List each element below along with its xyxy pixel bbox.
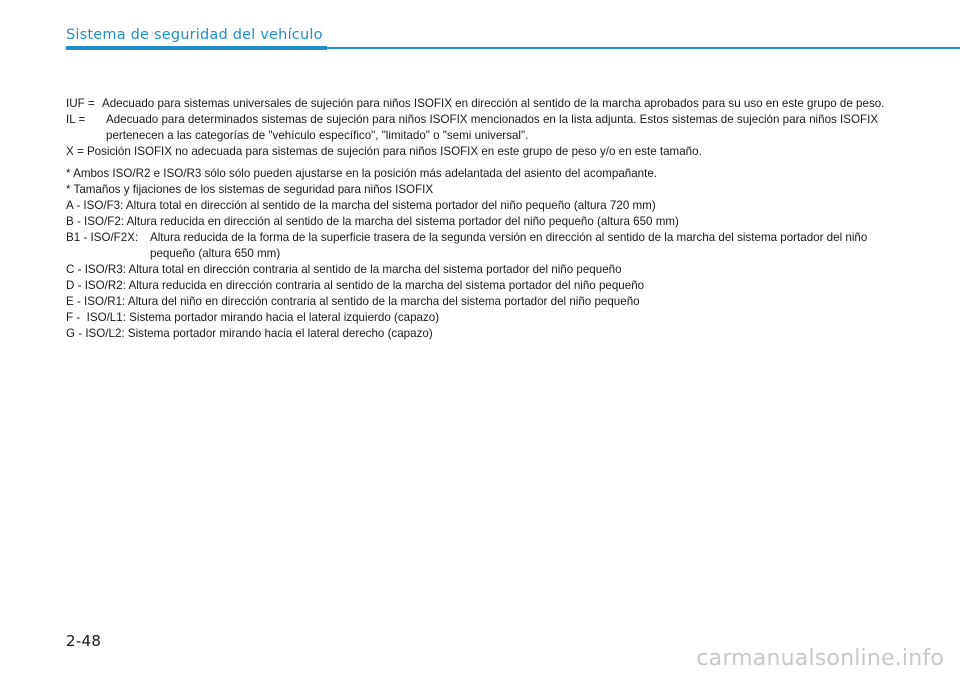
note-sizes-heading: * Tamaños y fijaciones de los sistemas de seguridad para niños ISOFIX (66, 183, 434, 196)
size-text: ISO/L2: Sistema portador mirando hacia el lateral derecho (capazo) (85, 327, 433, 340)
size-key: B1 - ISO/F2X: (66, 231, 142, 244)
definition-text: Adecuado para determinados sistemas de sujeción para niños ISOFIX mencionados en la lista adjunta. Estos sistemas de sujeción para niños ISOFIX pertenecen a las categorías de "vehículo específico", "limitado" o "semi universal". (106, 113, 879, 142)
size-item-f (66, 310, 902, 326)
size-key: E - (66, 295, 85, 308)
note-isor2-isor3: * Ambos ISO/R2 e ISO/R3 sólo sólo pueden ajustarse en la posición más adelantada del asiento del acompañante. (66, 167, 658, 180)
size-item-b (66, 214, 902, 230)
size-item-a (66, 198, 902, 214)
size-text: ISO/R3: Altura total en dirección contraria al sentido de la marcha del sistema portador del niño pequeño (84, 263, 622, 276)
size-item-c (66, 262, 902, 278)
page-header (0, 0, 960, 54)
size-item-d (66, 278, 902, 294)
definition-key: X = (66, 145, 87, 158)
size-text: ISO/R1: Altura del niño en dirección contraria al sentido de la marcha del sistema portador del niño pequeño (84, 295, 640, 308)
size-key: G - (66, 327, 86, 340)
size-key: A - (66, 199, 84, 212)
header-rule-thick (66, 46, 327, 50)
definition-il (66, 112, 902, 144)
size-key: C - (66, 263, 85, 276)
page-content (66, 96, 902, 342)
page-number: 2-48 (66, 632, 102, 650)
definition-text: Posición ISOFIX no adecuada para sistemas de sujeción para niños ISOFIX en este grupo de peso y/o en este tamaño. (86, 145, 702, 158)
size-text: ISO/F2: Altura reducida en dirección al sentido de la marcha del sistema portador del niño pequeño (altura 650 mm) (84, 215, 679, 228)
watermark-link[interactable]: carmanualsonline.info (696, 646, 944, 671)
definition-key: IUF = (66, 97, 98, 110)
definition-iuf (66, 96, 902, 112)
size-text: ISO/R2: Altura reducida en dirección contraria al sentido de la marcha del sistema portador del niño pequeño (84, 279, 645, 292)
size-text: ISO/F3: Altura total en dirección al sentido de la marcha del sistema portador del niño pequeño (altura 720 mm) (83, 199, 656, 212)
header-rule-thin (327, 47, 960, 49)
section-title: Sistema de seguridad del vehículo (66, 27, 323, 43)
size-key: B - (66, 215, 85, 228)
size-item-g (66, 326, 902, 342)
size-text: ISO/L1: Sistema portador mirando hacia el lateral izquierdo (capazo) (86, 311, 440, 324)
definition-x (66, 144, 902, 160)
size-item-e (66, 294, 902, 310)
size-key: F - (66, 311, 87, 324)
size-text: Altura reducida de la forma de la superficie trasera de la segunda versión en dirección al sentido de la marcha del sistema portador del niño pequeño (altura 650 mm) (150, 231, 868, 260)
size-key: D - (66, 279, 85, 292)
definition-key: IL = (66, 113, 89, 126)
size-item-b1 (66, 230, 902, 262)
definition-text: Adecuado para sistemas universales de sujeción para niños ISOFIX en dirección al sentido de la marcha aprobados para su uso en este grupo de peso. (102, 97, 885, 110)
